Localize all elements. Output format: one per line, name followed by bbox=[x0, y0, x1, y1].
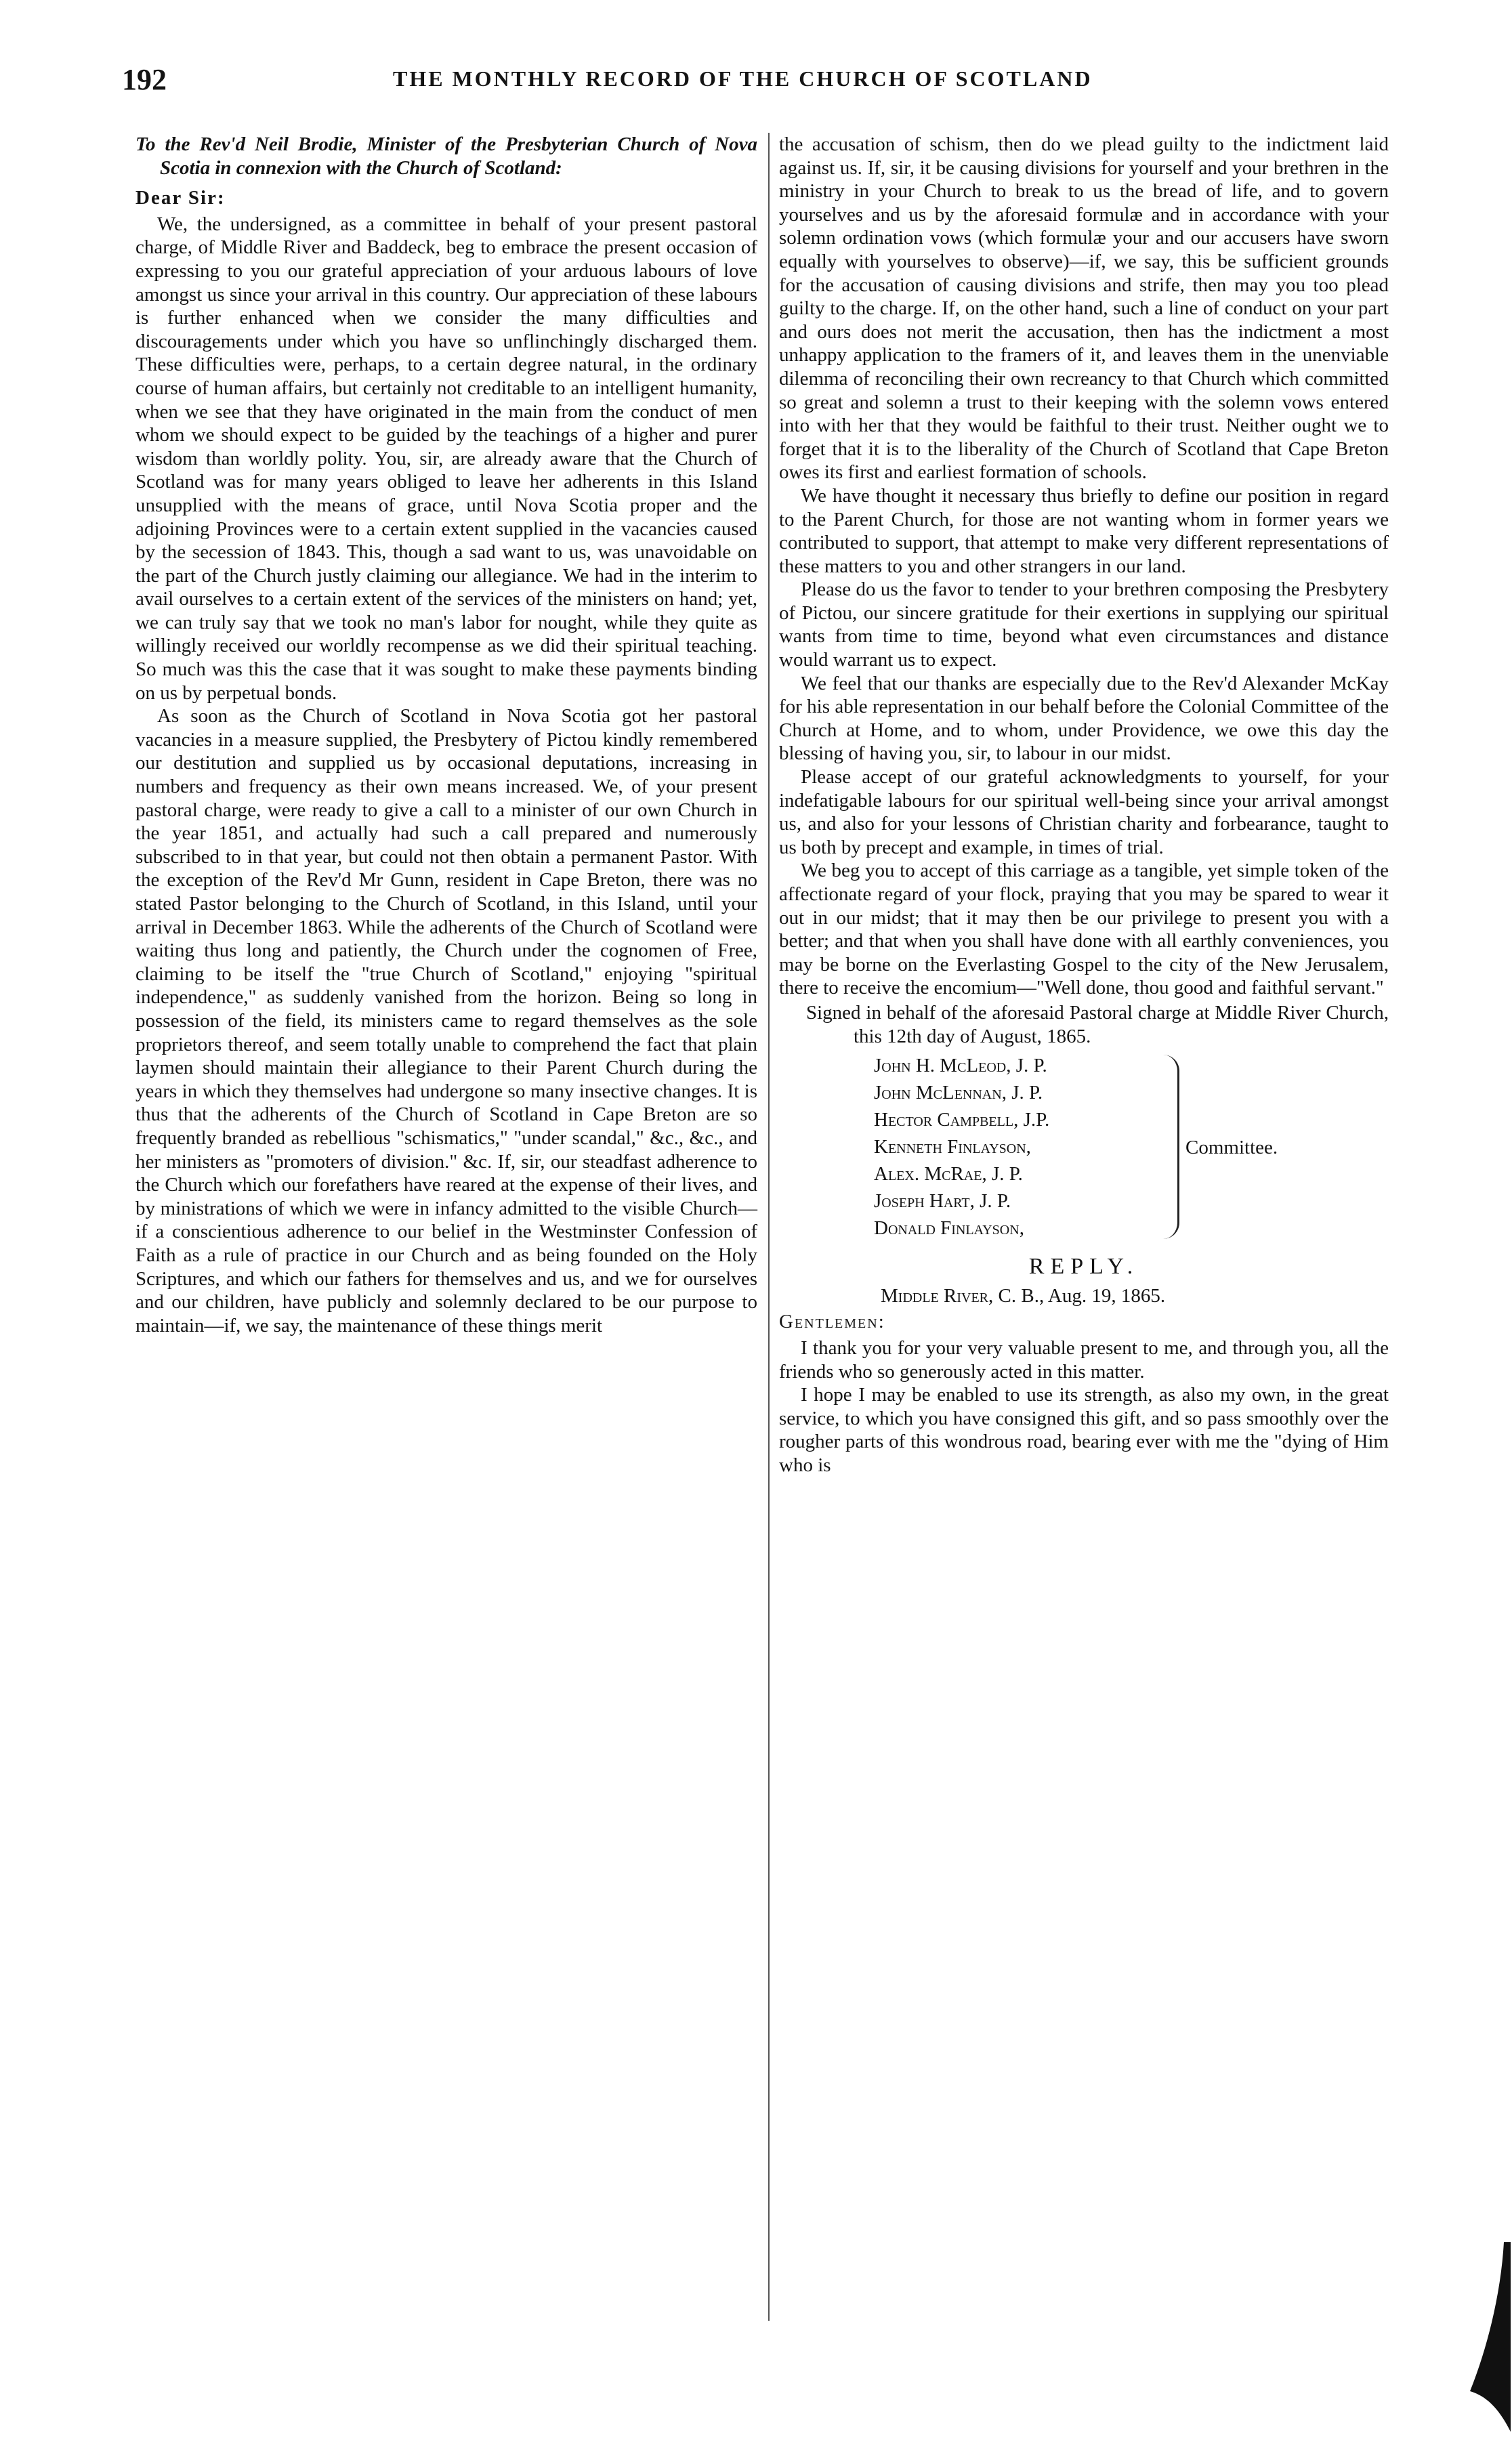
signatory: Hector Campbell, J.P. bbox=[874, 1109, 1050, 1131]
letter-addressee: To the Rev'd Neil Brodie, Minister of the Presbyterian Church of Nova Scotia in connexion with the Church of Scotland: bbox=[135, 133, 757, 179]
signatory: Kenneth Finlayson, bbox=[874, 1136, 1031, 1158]
page-edge-mark bbox=[1456, 2235, 1512, 2439]
reply-paragraph-1: I thank you for your very valuable present to me, and through you, all the friends who so generously acted in this matter. bbox=[779, 1336, 1389, 1383]
page-number: 192 bbox=[122, 63, 167, 96]
reply-paragraph-2: I hope I may be enabled to use its strength, as also my own, in the great service, to which you have consigned this gift, and so pass smoothly over the rougher parts of this wondrous road, bearing ever with me the "dying of Him who is bbox=[779, 1384, 1389, 1476]
letter-paragraph-2: As soon as the Church of Scotland in Nova Scotia got her pastoral vacancies in a measure supplied, the Presbytery of Pictou kindly remembered our destitution and supplied us by occasional deputations, increasing in numbers and frequency as their own means increased. We, of your present pastoral charge, were ready to give a call to a minister of our own Church in the year 1851, and actually had such a call prepared and numerously subscribed to in that year, but could not then obtain a permanent Pastor. With the exception of the Rev'd Mr Gunn, resident in Cape Breton, there was no stated Pastor belonging to the Church of Scotland, in this Island, until your arrival in December 1863. While the adherents of the Church of Scotland were waiting thus long and patiently, the Church under the cognomen of Free, claiming to be itself the "true Church of Scotland," enjoying "spiritual independence," as suddenly vanished from the horizon. Being so long in possession of the field, its ministers came to regard themselves as the sole proprietors thereof, and seem totally unable to comprehend the fact that plain laymen should maintain their allegiance to their Parent Church during the years in which they themselves had undergone so many insective changes. It is thus that the adherents of the Church of Scotland in Cape Breton are so frequently branded as rebellious "schismatics," "under scandal," &c., &c., and her ministers as "promoters of division." &c. If, sir, our steadfast adherence to the Church which our forefathers have reared at the expense of their lives, and by ministrations of which we were in infancy admitted to the visible Church—if a conscientious adherence to our belief in the Westminster Confession of Faith as a rule of practice in our Church and as being founded on the Holy Scriptures, and which our fathers for themselves and us, and we for ourselves and our children, have publicly and solemnly declared to be our purpose to maintain—if, we say, the maintenance of these things merit bbox=[135, 705, 757, 1336]
signatory: John H. McLeod, J. P. bbox=[874, 1055, 1047, 1077]
signature-block bbox=[779, 1052, 1389, 1248]
letter-paragraph-6: We feel that our thanks are especially due to the Rev'd Alexander McKay for his able representation in our behalf before the Colonial Committee of the Church at Home, and to whom, under Providence, we owe this day the blessing of having you, sir, to labour in our midst. bbox=[779, 672, 1389, 765]
running-title: THE MONTHLY RECORD OF THE CHURCH OF SCOTLAND bbox=[393, 66, 1093, 91]
signatory: Alex. McRae, J. P. bbox=[874, 1163, 1023, 1185]
signatory: Donald Finlayson, bbox=[874, 1217, 1024, 1240]
signatory-brace bbox=[1162, 1055, 1179, 1239]
letter-paragraph-3: the accusation of schism, then do we plead guilty to the indictment laid against us. If, sir, it be causing divisions for yourself and your brethren in the ministry in your Church to break to us the bread of life, and to govern yourselves and us by the aforesaid formulæ and in accordance with your solemn ordination vows (which formulæ your and our accusers have sworn equally with yourselves to observe)—if, we say, this be sufficient grounds for the accusation of causing divisions and strife, then may you too plead guilty to the charge. If, on the other hand, such a line of conduct on your part and ours does not merit the accusation, then has the indictment a most unhappy application to the framers of it, and leaves them in the unenviable dilemma of reconciling their own recreancy to that Church which committed so great and solemn a trust to their keeping with the solemn vows entered into with her that they would be faithful to their trust. Neither ought we to forget that it is to the liberality of the Church of Scotland that Cape Breton owes its first and earliest formation of schools. bbox=[779, 133, 1389, 484]
letter-paragraph-1: We, the undersigned, as a committee in behalf of your present pastoral charge, of Middle River and Baddeck, beg to embrace the present occasion of expressing to you our grateful appreciation of your arduous labours of love amongst us since your arrival in this country. Our appreciation of these labours is further enhanced when we consider the many difficulties and discouragements under which you have so unflinchingly discharged them. These difficulties were, perhaps, to a certain degree natural, in the ordinary course of human affairs, but certainly not creditable to an intelligent humanity, when we see that they have originated in the main from the conduct of men whom we should expect to be guided by the teachings of a higher and purer wisdom than worldly polity. You, sir, are already aware that the Church of Scotland was for many years obliged to leave her adherents in this Island unsupplied with the means of grace, until Nova Scotia proper and the adjoining Provinces were to a certain extent supplied in the vacancies caused by the secession of 1843. This, though a sad want to us, was unavoidable on the part of the Church justly claiming our allegiance. We had in the interim to avail ourselves to a certain extent of the services of the ministers on hand; yet, we can truly say that we took no man's labor for nought, while they quite as willingly received our worldly recompense as we did their spiritual teaching. So much was this the case that it was sought to make these payments binding on us by perpetual bonds. bbox=[135, 213, 757, 704]
signed-statement: Signed in behalf of the aforesaid Pastoral charge at Middle River Church, this 12th day of August, 1865. bbox=[806, 1001, 1389, 1047]
left-column bbox=[135, 133, 757, 1337]
column-divider bbox=[768, 133, 770, 2321]
letter-paragraph-8: We beg you to accept of this carriage as a tangible, yet simple token of the affectionate regard of your flock, praying that you may be spared to wear it out in our midst; that it may then be our privilege to present you with a better; and that when you shall have done with all earthly conveniences, you may be borne on the Everlasting Gospel to the city of the New Jerusalem, there to receive the encomium—"Well done, thou good and faithful servant." bbox=[779, 860, 1389, 999]
signatory: John McLennan, J. P. bbox=[874, 1082, 1043, 1104]
reply-place: Middle River, C. B., bbox=[881, 1284, 1045, 1307]
letter-paragraph-7: Please accept of our grateful acknowledgments to yourself, for your indefatigable labours for our spiritual well-being since your arrival amongst us, and also for your lessons of Christian charity and forbearance, taught to us both by precept and example, in times of trial. bbox=[779, 766, 1389, 858]
right-column bbox=[779, 133, 1389, 1477]
reply-heading: REPLY. bbox=[1028, 1254, 1139, 1280]
page-header bbox=[122, 62, 1395, 117]
letter-paragraph-4: We have thought it necessary thus briefly to define our position in regard to the Parent Church, for those are not wanting whom in former years we contributed to support, that attempt to make very different representations of these matters to you and other strangers in our land. bbox=[779, 484, 1389, 577]
reply-salutation: Gentlemen: bbox=[779, 1311, 885, 1333]
letter-salutation: Dear Sir: bbox=[135, 187, 226, 209]
letter-paragraph-5: Please do us the favor to tender to your brethren composing the Presbytery of Pictou, our sincere gratitude for their exertions in supplying our spiritual wants from time to time, beyond what even circumstances and distance would warrant us to expect. bbox=[779, 578, 1389, 671]
committee-label: Committee. bbox=[1185, 1137, 1278, 1159]
reply-dateline bbox=[779, 1284, 1389, 1308]
reply-date: Aug. 19, 1865. bbox=[1047, 1284, 1166, 1307]
signatory-list bbox=[874, 1052, 1158, 1242]
signatory: Joseph Hart, J. P. bbox=[874, 1190, 1011, 1213]
